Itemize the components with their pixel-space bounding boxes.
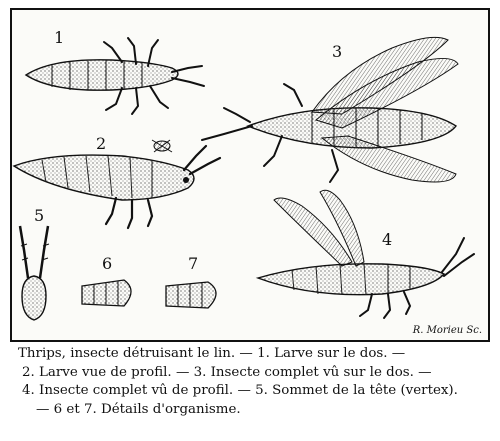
adult-profile-drawing bbox=[258, 190, 474, 318]
figure-label-4: 4 bbox=[382, 230, 393, 249]
figure-label-2: 2 bbox=[96, 134, 107, 153]
figure-label-1: 1 bbox=[54, 28, 65, 47]
caption-line-1: Thrips, insecte détruisant le lin. — 1. Larve sur le dos. — bbox=[18, 346, 406, 361]
adult-dorsal-drawing bbox=[202, 37, 458, 182]
caption-line-3: 4. Insecte complet vû de profil. — 5. Sommet de la tête (vertex). bbox=[22, 383, 458, 399]
larva-dorsal-drawing bbox=[26, 38, 204, 114]
organism-detail-7-drawing bbox=[166, 282, 216, 308]
engraver-signature: R. Morieu Sc. bbox=[412, 325, 482, 336]
figure-caption bbox=[18, 345, 488, 419]
caption-line-4: — 6 et 7. Détails d'organisme. bbox=[36, 401, 241, 417]
organism-detail-6-drawing bbox=[82, 280, 131, 306]
vertex-drawing bbox=[20, 226, 49, 320]
figure-label-5: 5 bbox=[34, 206, 45, 225]
figure-label-3: 3 bbox=[332, 42, 343, 61]
engraving-plate bbox=[10, 8, 490, 342]
small-insect-detail bbox=[152, 140, 172, 152]
larva-profile-drawing bbox=[14, 146, 220, 228]
thrips-engraving bbox=[12, 10, 488, 340]
figure-label-6: 6 bbox=[102, 254, 113, 273]
caption-line-2: 2. Larve vue de profil. — 3. Insecte complet vû sur le dos. — bbox=[22, 364, 432, 380]
figure-label-7: 7 bbox=[188, 254, 199, 273]
